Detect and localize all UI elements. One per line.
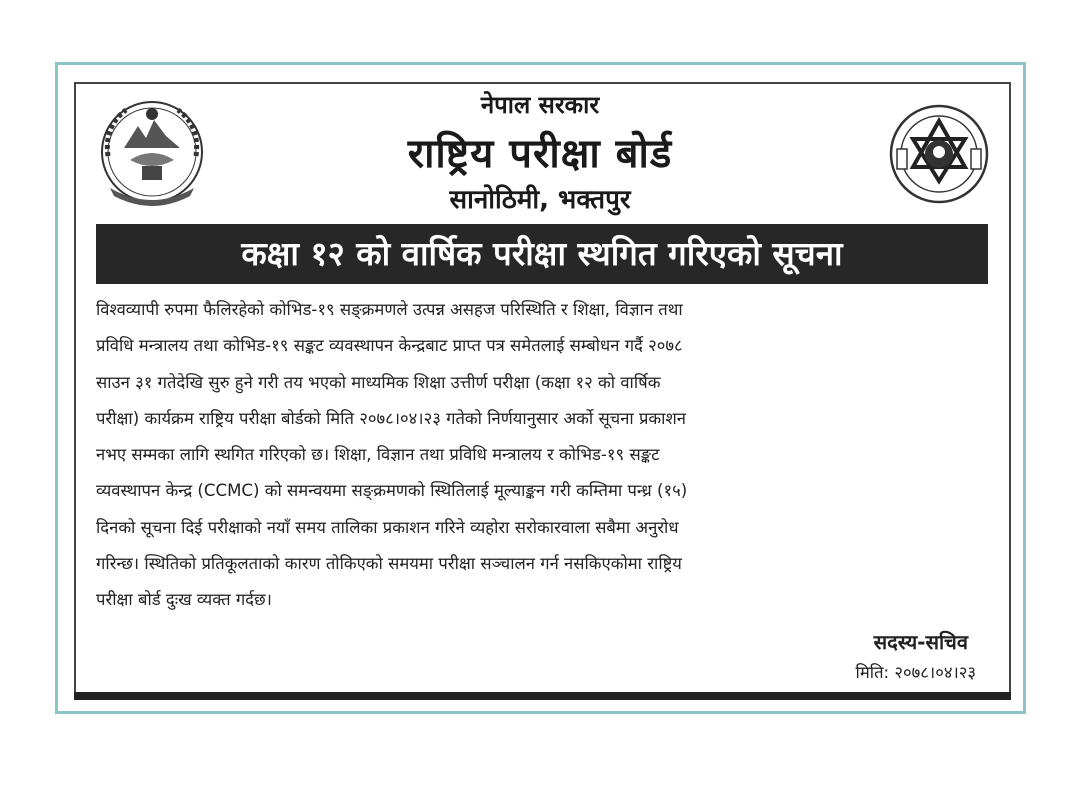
notice-title: कक्षा १२ को वार्षिक परीक्षा स्थगित गरिएको सूचना xyxy=(96,224,988,284)
notice-body xyxy=(96,292,991,619)
board-name-heading: राष्ट्रिय परीक्षा बोर्ड xyxy=(407,131,673,177)
notice-body-line: विश्वव्यापी रुपमा फैलिरहेको कोभिड-१९ सङ्क्रमणले उत्पन्न असहज परिस्थिति र शिक्षा, विज्ञान तथा xyxy=(96,300,683,319)
government-heading: नेपाल सरकार xyxy=(480,91,600,119)
notice-body-line: दिनको सूचना दिई परीक्षाको नयाँ समय तालिका प्रकाशन गरिने व्यहोरा सरोकारवाला सबैमा अनुरोध xyxy=(96,517,679,537)
notice-body-line: परीक्षा) कार्यक्रम राष्ट्रिय परीक्षा बोर्डको मिति २०७८।०४।२३ गतेको निर्णयानुसार अर्को सूचना प्रकाशन xyxy=(96,408,686,428)
bottom-divider-bar xyxy=(74,692,1011,700)
signatory-title: सदस्य-सचिव xyxy=(873,630,968,654)
notice-body-line: परीक्षा बोर्ड दुःख व्यक्त गर्दछ। xyxy=(96,590,272,610)
notice-body-line: गरिन्छ। स्थितिको प्रतिकूलताको कारण तोकिएको समयमा परीक्षा सञ्चालन गर्न नसकिएकोमा राष्ट्रिय xyxy=(96,554,682,574)
notice-date: मिति: २०७८।०४।२३ xyxy=(855,663,976,682)
notice-body-line: साउन ३१ गतेदेखि सुरु हुने गरी तय भएको माध्यमिक शिक्षा उत्तीर्ण परीक्षा (कक्षा १२ को वार्षिक xyxy=(96,372,661,392)
notice-body-line: नभए सम्मका लागि स्थगित गरिएको छ। शिक्षा, विज्ञान तथा प्रविधि मन्त्रालय र कोभिड-१९ सङ्कट xyxy=(96,445,660,465)
notice-body-line: व्यवस्थापन केन्द्र (CCMC) को समन्वयमा सङ्क्रमणको स्थितिलाई मूल्याङ्कन गरी कम्तिमा पन्ध्र (१५) xyxy=(96,481,688,501)
notice-body-line: प्रविधि मन्त्रालय तथा कोभिड-१९ सङ्कट व्यवस्थापन केन्द्रबाट प्राप्त पत्र समेतलाई सम्बोधन गर्दै २०७८ xyxy=(96,336,683,356)
board-address: सानोठिमी, भक्तपुर xyxy=(449,185,631,215)
